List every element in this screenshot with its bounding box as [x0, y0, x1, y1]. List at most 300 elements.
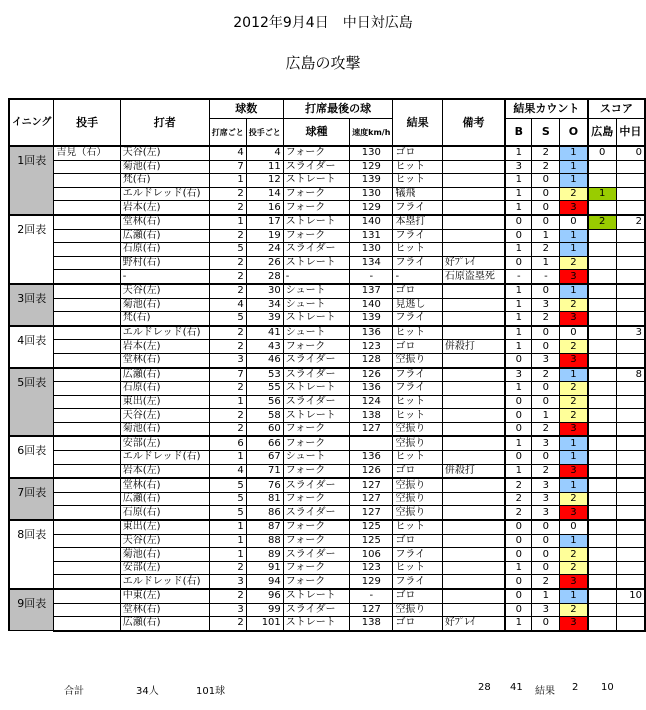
pitch-type-cell: フォーク — [283, 422, 349, 436]
speed-cell: 129 — [350, 160, 393, 174]
note-cell — [442, 561, 505, 575]
outs-cell: 3 — [560, 201, 588, 215]
score-chunichi-cell — [616, 229, 645, 243]
table-row — [9, 603, 645, 617]
strikes-cell: 0 — [532, 520, 560, 534]
score-chunichi-cell — [616, 409, 645, 423]
score-chunichi-cell — [616, 451, 645, 465]
balls-cell: 2 — [505, 478, 532, 492]
outs-cell: 3 — [560, 312, 588, 326]
speed-cell: 127 — [350, 478, 393, 492]
outs-cell: 2 — [560, 409, 588, 423]
pitches-per-pa-cell: 1 — [209, 520, 246, 534]
pitcher-cell — [54, 326, 120, 340]
batter-cell: エルドレッド(右) — [120, 326, 209, 340]
pitches-cumulative-cell: 12 — [246, 174, 283, 188]
pitch-type-cell: フォーク — [283, 201, 349, 215]
totals-result-label: 結果 — [535, 686, 555, 697]
pitch-type-cell: フォーク — [283, 561, 349, 575]
score-hiroshima-cell — [588, 520, 617, 534]
header-score: スコア — [588, 99, 645, 119]
header-per-pitcher: 投手ごと — [246, 119, 283, 147]
strikes-cell: 0 — [532, 340, 560, 354]
score-hiroshima-cell: 0 — [588, 146, 617, 160]
result-cell: ゴロ — [393, 284, 442, 298]
table-row — [9, 215, 645, 229]
batter-cell: 菊池(右) — [120, 160, 209, 174]
result-cell: 本塁打 — [393, 215, 442, 229]
balls-cell: 0 — [505, 603, 532, 617]
note-cell — [442, 298, 505, 312]
pitches-per-pa-cell: 7 — [209, 368, 246, 382]
result-cell: ゴロ — [393, 146, 442, 160]
pitches-per-pa-cell: 1 — [209, 534, 246, 548]
strikes-cell: 2 — [532, 368, 560, 382]
result-cell: - — [393, 270, 442, 284]
note-cell — [442, 395, 505, 409]
header-inning: イニング — [9, 99, 54, 146]
result-cell: ヒット — [393, 174, 442, 188]
score-hiroshima-cell — [588, 617, 617, 631]
pitches-cumulative-cell: 88 — [246, 534, 283, 548]
batter-cell: 広瀬(右) — [120, 617, 209, 631]
pitcher-cell — [54, 187, 120, 201]
table-row — [9, 298, 645, 312]
note-cell — [442, 187, 505, 201]
pitches-per-pa-cell: 4 — [209, 146, 246, 160]
note-cell: 併殺打 — [442, 464, 505, 478]
score-hiroshima-cell — [588, 340, 617, 354]
pitcher-cell — [54, 451, 120, 465]
header-hiroshima: 広島 — [588, 119, 617, 147]
pitches-cumulative-cell: 55 — [246, 382, 283, 396]
table-row — [9, 492, 645, 506]
batter-cell: エルドレッド(右) — [120, 451, 209, 465]
table-row — [9, 284, 645, 298]
table-row — [9, 575, 645, 589]
score-chunichi-cell — [616, 312, 645, 326]
score-hiroshima-cell — [588, 229, 617, 243]
note-cell — [442, 160, 505, 174]
balls-cell: 0 — [505, 520, 532, 534]
result-cell: ヒット — [393, 561, 442, 575]
score-hiroshima-cell — [588, 174, 617, 188]
strikes-cell: 1 — [532, 409, 560, 423]
strikes-cell: 2 — [532, 422, 560, 436]
note-cell — [442, 368, 505, 382]
note-cell — [442, 589, 505, 603]
balls-cell: 0 — [505, 548, 532, 562]
pitch-type-cell: フォーク — [283, 436, 349, 450]
pitches-cumulative-cell: 53 — [246, 368, 283, 382]
pitches-cumulative-cell: 26 — [246, 256, 283, 270]
batter-cell: 広瀬(右) — [120, 368, 209, 382]
outs-cell: 1 — [560, 146, 588, 160]
totals-strikes: 41 — [510, 682, 523, 693]
table-row — [9, 312, 645, 326]
pitches-per-pa-cell: 1 — [209, 174, 246, 188]
pitcher-cell — [54, 395, 120, 409]
result-cell: 犠飛 — [393, 187, 442, 201]
pitches-per-pa-cell: 2 — [209, 187, 246, 201]
score-chunichi-cell: 0 — [616, 146, 645, 160]
strikes-cell: 0 — [532, 284, 560, 298]
score-hiroshima-cell — [588, 243, 617, 257]
score-chunichi-cell — [616, 298, 645, 312]
score-chunichi-cell — [616, 201, 645, 215]
balls-cell: 0 — [505, 575, 532, 589]
table-row — [9, 326, 645, 340]
batter-cell: 堂林(右) — [120, 478, 209, 492]
strikes-cell: 0 — [532, 395, 560, 409]
balls-cell: 1 — [505, 436, 532, 450]
balls-cell: 0 — [505, 395, 532, 409]
pitch-type-cell: スライダー — [283, 368, 349, 382]
pitcher-cell — [54, 243, 120, 257]
batter-cell: 広瀬(右) — [120, 229, 209, 243]
score-hiroshima-cell — [588, 284, 617, 298]
balls-cell: 1 — [505, 243, 532, 257]
score-chunichi-cell — [616, 478, 645, 492]
inning-label: 2回表 — [9, 215, 54, 284]
outs-cell: 2 — [560, 256, 588, 270]
pitches-per-pa-cell: 6 — [209, 436, 246, 450]
pitches-per-pa-cell: 2 — [209, 617, 246, 631]
speed-cell: 131 — [350, 229, 393, 243]
score-chunichi-cell: 8 — [616, 368, 645, 382]
speed-cell: 123 — [350, 561, 393, 575]
score-hiroshima-cell — [588, 561, 617, 575]
table-row — [9, 436, 645, 450]
pitch-type-cell: フォーク — [283, 534, 349, 548]
pitches-cumulative-cell: 56 — [246, 395, 283, 409]
outs-cell: 1 — [560, 436, 588, 450]
score-chunichi-cell: 10 — [616, 589, 645, 603]
balls-cell: 0 — [505, 409, 532, 423]
score-hiroshima-cell — [588, 368, 617, 382]
outs-cell: 2 — [560, 298, 588, 312]
pitcher-cell — [54, 548, 120, 562]
result-cell: ゴロ — [393, 464, 442, 478]
pitcher-cell — [54, 520, 120, 534]
pitcher-cell: 吉見（右） — [54, 146, 120, 160]
pitches-per-pa-cell: 4 — [209, 298, 246, 312]
score-chunichi-cell — [616, 492, 645, 506]
note-cell — [442, 451, 505, 465]
result-cell: フライ — [393, 312, 442, 326]
balls-cell: 0 — [505, 229, 532, 243]
balls-cell: 1 — [505, 382, 532, 396]
pitcher-cell — [54, 409, 120, 423]
table-row — [9, 368, 645, 382]
header-pitch-type: 球種 — [283, 119, 349, 147]
speed-cell: 134 — [350, 256, 393, 270]
inning-label: 7回表 — [9, 478, 54, 520]
strikes-cell: 2 — [532, 575, 560, 589]
score-hiroshima-cell — [588, 326, 617, 340]
pitches-per-pa-cell: 2 — [209, 201, 246, 215]
pitches-cumulative-cell: 34 — [246, 298, 283, 312]
outs-cell: 2 — [560, 187, 588, 201]
pitcher-cell — [54, 298, 120, 312]
pitches-per-pa-cell: 3 — [209, 603, 246, 617]
note-cell — [442, 146, 505, 160]
score-hiroshima-cell — [588, 464, 617, 478]
pitch-type-cell: フォーク — [283, 520, 349, 534]
header-chunichi: 中日 — [616, 119, 645, 147]
balls-cell: 1 — [505, 561, 532, 575]
batter-cell: 菊池(右) — [120, 548, 209, 562]
score-hiroshima-cell — [588, 492, 617, 506]
batter-cell: 天谷(左) — [120, 146, 209, 160]
pitches-cumulative-cell: 14 — [246, 187, 283, 201]
note-cell — [442, 229, 505, 243]
outs-cell: 1 — [560, 451, 588, 465]
pitches-cumulative-cell: 43 — [246, 340, 283, 354]
page-subtitle: 広島の攻撃 — [285, 54, 361, 72]
balls-cell: 2 — [505, 506, 532, 520]
pitch-type-cell: ストレート — [283, 617, 349, 631]
strikes-cell: 3 — [532, 478, 560, 492]
pitches-per-pa-cell: 2 — [209, 270, 246, 284]
totals-batters: 34人 — [136, 686, 159, 697]
speed-cell: 127 — [350, 492, 393, 506]
pitcher-cell — [54, 506, 120, 520]
result-cell: ヒット — [393, 243, 442, 257]
pitches-per-pa-cell: 2 — [209, 561, 246, 575]
balls-cell: 0 — [505, 534, 532, 548]
score-hiroshima-cell — [588, 395, 617, 409]
header-speed: 速度km/h — [350, 119, 393, 147]
balls-cell: 1 — [505, 201, 532, 215]
outs-cell: 1 — [560, 160, 588, 174]
pitch-type-cell: シュート — [283, 284, 349, 298]
result-cell: 空振り — [393, 603, 442, 617]
outs-cell: 2 — [560, 340, 588, 354]
score-chunichi-cell — [616, 340, 645, 354]
header-pitch-count: 球数 — [209, 99, 283, 119]
speed-cell: 129 — [350, 201, 393, 215]
table-row — [9, 534, 645, 548]
batter-cell: 安部(左) — [120, 561, 209, 575]
strikes-cell: 3 — [532, 506, 560, 520]
pitches-cumulative-cell: 39 — [246, 312, 283, 326]
note-cell — [442, 534, 505, 548]
note-cell — [442, 422, 505, 436]
pitches-per-pa-cell: 1 — [209, 395, 246, 409]
note-cell — [442, 478, 505, 492]
balls-cell: 1 — [505, 187, 532, 201]
table-row — [9, 187, 645, 201]
pitch-type-cell: ストレート — [283, 256, 349, 270]
pitches-cumulative-cell: 76 — [246, 478, 283, 492]
score-hiroshima-cell — [588, 548, 617, 562]
pitch-type-cell: - — [283, 270, 349, 284]
balls-cell: 1 — [505, 298, 532, 312]
score-hiroshima-cell — [588, 298, 617, 312]
strikes-cell: 3 — [532, 353, 560, 367]
pitches-cumulative-cell: 91 — [246, 561, 283, 575]
pitcher-cell — [54, 174, 120, 188]
score-chunichi-cell — [616, 395, 645, 409]
outs-cell: 1 — [560, 229, 588, 243]
score-hiroshima-cell — [588, 160, 617, 174]
outs-cell: 2 — [560, 382, 588, 396]
score-chunichi-cell — [616, 617, 645, 631]
strikes-cell: 3 — [532, 603, 560, 617]
speed-cell: 130 — [350, 187, 393, 201]
speed-cell: 124 — [350, 395, 393, 409]
note-cell: 併殺打 — [442, 340, 505, 354]
outs-cell: 2 — [560, 492, 588, 506]
outs-cell: 3 — [560, 617, 588, 631]
pitcher-cell — [54, 312, 120, 326]
header-note: 備考 — [442, 99, 505, 146]
table-row — [9, 464, 645, 478]
batter-cell: 広瀬(右) — [120, 492, 209, 506]
pitches-per-pa-cell: 7 — [209, 160, 246, 174]
pitch-type-cell: スライダー — [283, 353, 349, 367]
pitches-cumulative-cell: 81 — [246, 492, 283, 506]
result-cell: ヒット — [393, 451, 442, 465]
strikes-cell: 0 — [532, 534, 560, 548]
score-chunichi-cell — [616, 174, 645, 188]
score-hiroshima-cell — [588, 589, 617, 603]
totals-chunichi: 10 — [601, 682, 614, 693]
score-hiroshima-cell — [588, 270, 617, 284]
pitches-cumulative-cell: 30 — [246, 284, 283, 298]
pitches-cumulative-cell: 101 — [246, 617, 283, 631]
batter-cell: 天谷(左) — [120, 284, 209, 298]
score-hiroshima-cell — [588, 353, 617, 367]
speed-cell: 138 — [350, 409, 393, 423]
batter-cell: 岩本(左) — [120, 201, 209, 215]
result-cell: フライ — [393, 382, 442, 396]
batter-cell: 石原(右) — [120, 243, 209, 257]
outs-cell: 1 — [560, 243, 588, 257]
score-hiroshima-cell — [588, 603, 617, 617]
pitches-per-pa-cell: 1 — [209, 548, 246, 562]
score-hiroshima-cell — [588, 478, 617, 492]
pitches-cumulative-cell: 11 — [246, 160, 283, 174]
header-last-pitch: 打席最後の球 — [283, 99, 393, 119]
strikes-cell: 3 — [532, 436, 560, 450]
pitch-type-cell: シュート — [283, 451, 349, 465]
score-hiroshima-cell — [588, 382, 617, 396]
pitch-type-cell: スライダー — [283, 243, 349, 257]
score-chunichi-cell — [616, 464, 645, 478]
pitches-per-pa-cell: 5 — [209, 478, 246, 492]
score-chunichi-cell — [616, 575, 645, 589]
result-cell: フライ — [393, 229, 442, 243]
strikes-cell: 3 — [532, 492, 560, 506]
table-row — [9, 395, 645, 409]
table-row — [9, 229, 645, 243]
note-cell — [442, 492, 505, 506]
outs-cell: 2 — [560, 548, 588, 562]
pitches-per-pa-cell: 1 — [209, 451, 246, 465]
outs-cell: 1 — [560, 534, 588, 548]
score-chunichi-cell — [616, 270, 645, 284]
strikes-cell: 2 — [532, 464, 560, 478]
pitches-per-pa-cell: 3 — [209, 353, 246, 367]
result-cell: 空振り — [393, 353, 442, 367]
balls-cell: 0 — [505, 256, 532, 270]
batter-cell: 梵(右) — [120, 312, 209, 326]
strikes-cell: 0 — [532, 382, 560, 396]
pitches-cumulative-cell: 94 — [246, 575, 283, 589]
totals-hiroshima: 2 — [572, 682, 579, 693]
balls-cell: 2 — [505, 492, 532, 506]
speed-cell: 137 — [350, 284, 393, 298]
balls-cell: 0 — [505, 353, 532, 367]
pitcher-cell — [54, 422, 120, 436]
strikes-cell: 2 — [532, 160, 560, 174]
strikes-cell: 0 — [532, 451, 560, 465]
result-cell: フライ — [393, 575, 442, 589]
inning-label: 9回表 — [9, 589, 54, 631]
table-row — [9, 243, 645, 257]
note-cell — [442, 506, 505, 520]
note-cell — [442, 520, 505, 534]
note-cell — [442, 284, 505, 298]
pitch-type-cell: スライダー — [283, 160, 349, 174]
totals-pitches: 101球 — [196, 686, 226, 697]
pitch-type-cell: ストレート — [283, 174, 349, 188]
pitches-cumulative-cell: 28 — [246, 270, 283, 284]
result-cell: フライ — [393, 256, 442, 270]
speed-cell: 126 — [350, 464, 393, 478]
outs-cell: 2 — [560, 561, 588, 575]
pitch-type-cell: フォーク — [283, 464, 349, 478]
score-chunichi-cell — [616, 534, 645, 548]
score-chunichi-cell — [616, 382, 645, 396]
score-hiroshima-cell — [588, 312, 617, 326]
batter-cell: エルドレッド(右) — [120, 187, 209, 201]
table-row — [9, 561, 645, 575]
speed-cell: 139 — [350, 174, 393, 188]
result-cell: ヒット — [393, 326, 442, 340]
pitches-cumulative-cell: 24 — [246, 243, 283, 257]
speed-cell: 136 — [350, 326, 393, 340]
table-row — [9, 520, 645, 534]
pitch-type-cell: スライダー — [283, 548, 349, 562]
strikes-cell: 3 — [532, 298, 560, 312]
speed-cell: - — [350, 589, 393, 603]
pitches-cumulative-cell: 87 — [246, 520, 283, 534]
result-cell: ゴロ — [393, 534, 442, 548]
result-cell: フライ — [393, 201, 442, 215]
note-cell — [442, 353, 505, 367]
note-cell — [442, 174, 505, 188]
header-pitcher: 投手 — [54, 99, 120, 146]
result-cell: 空振り — [393, 422, 442, 436]
speed-cell: 138 — [350, 617, 393, 631]
pitches-cumulative-cell: 4 — [246, 146, 283, 160]
outs-cell: 1 — [560, 478, 588, 492]
score-hiroshima-cell — [588, 256, 617, 270]
pitches-cumulative-cell: 89 — [246, 548, 283, 562]
speed-cell: 129 — [350, 575, 393, 589]
pitch-type-cell: ストレート — [283, 312, 349, 326]
pitches-per-pa-cell: 5 — [209, 492, 246, 506]
result-cell: ヒット — [393, 160, 442, 174]
header-per-pa: 打席ごと — [209, 119, 246, 147]
speed-cell — [350, 436, 393, 450]
pitches-per-pa-cell: 4 — [209, 464, 246, 478]
strikes-cell: 0 — [532, 215, 560, 229]
outs-cell: 1 — [560, 589, 588, 603]
